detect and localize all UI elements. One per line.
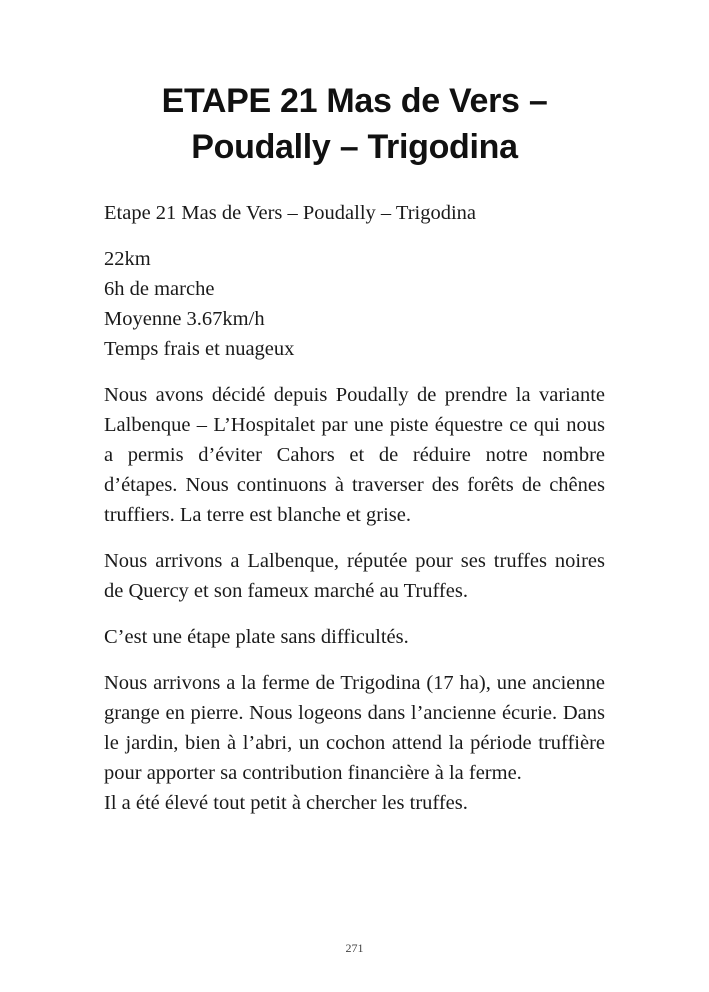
page-title: ETAPE 21 Mas de Vers – Poudally – Trigodina <box>161 82 548 166</box>
page-number: 271 <box>345 941 364 955</box>
distance-stat: 22km <box>104 248 151 270</box>
paragraph-route: Nous avons décidé depuis Poudally de prendre la variante Lalbenque – L’Hospitalet par une piste équestre ce qui nous a permis d’éviter Cahors et de réduire notre nombre d’étapes. Nous continuons à traverser des forêts de chênes truffiers. La terre est blanche et grise. <box>104 384 605 526</box>
paragraph-closing: Il a été élevé tout petit à chercher les truffes. <box>104 792 468 814</box>
paragraph-lalbenque: Nous arrivons a Lalbenque, réputée pour ses truffes noires de Quercy et son fameux marché au Truffes. <box>104 550 605 602</box>
weather-stat: Temps frais et nuageux <box>104 338 295 360</box>
paragraph-difficulty: C’est une étape plate sans difficultés. <box>104 626 409 648</box>
paragraph-trigodina: Nous arrivons a la ferme de Trigodina (17 ha), une ancienne grange en pierre. Nous logeons dans l’ancienne écurie. Dans le jardin, bien à l’abri, un cochon attend la période truffière pour apporter sa contribution financière à la ferme. <box>104 672 605 784</box>
page-content <box>104 78 605 818</box>
stage-stats <box>104 244 605 364</box>
stage-subtitle: Etape 21 Mas de Vers – Poudally – Trigodina <box>104 202 477 224</box>
average-speed-stat: Moyenne 3.67km/h <box>104 308 265 330</box>
duration-stat: 6h de marche <box>104 278 215 300</box>
